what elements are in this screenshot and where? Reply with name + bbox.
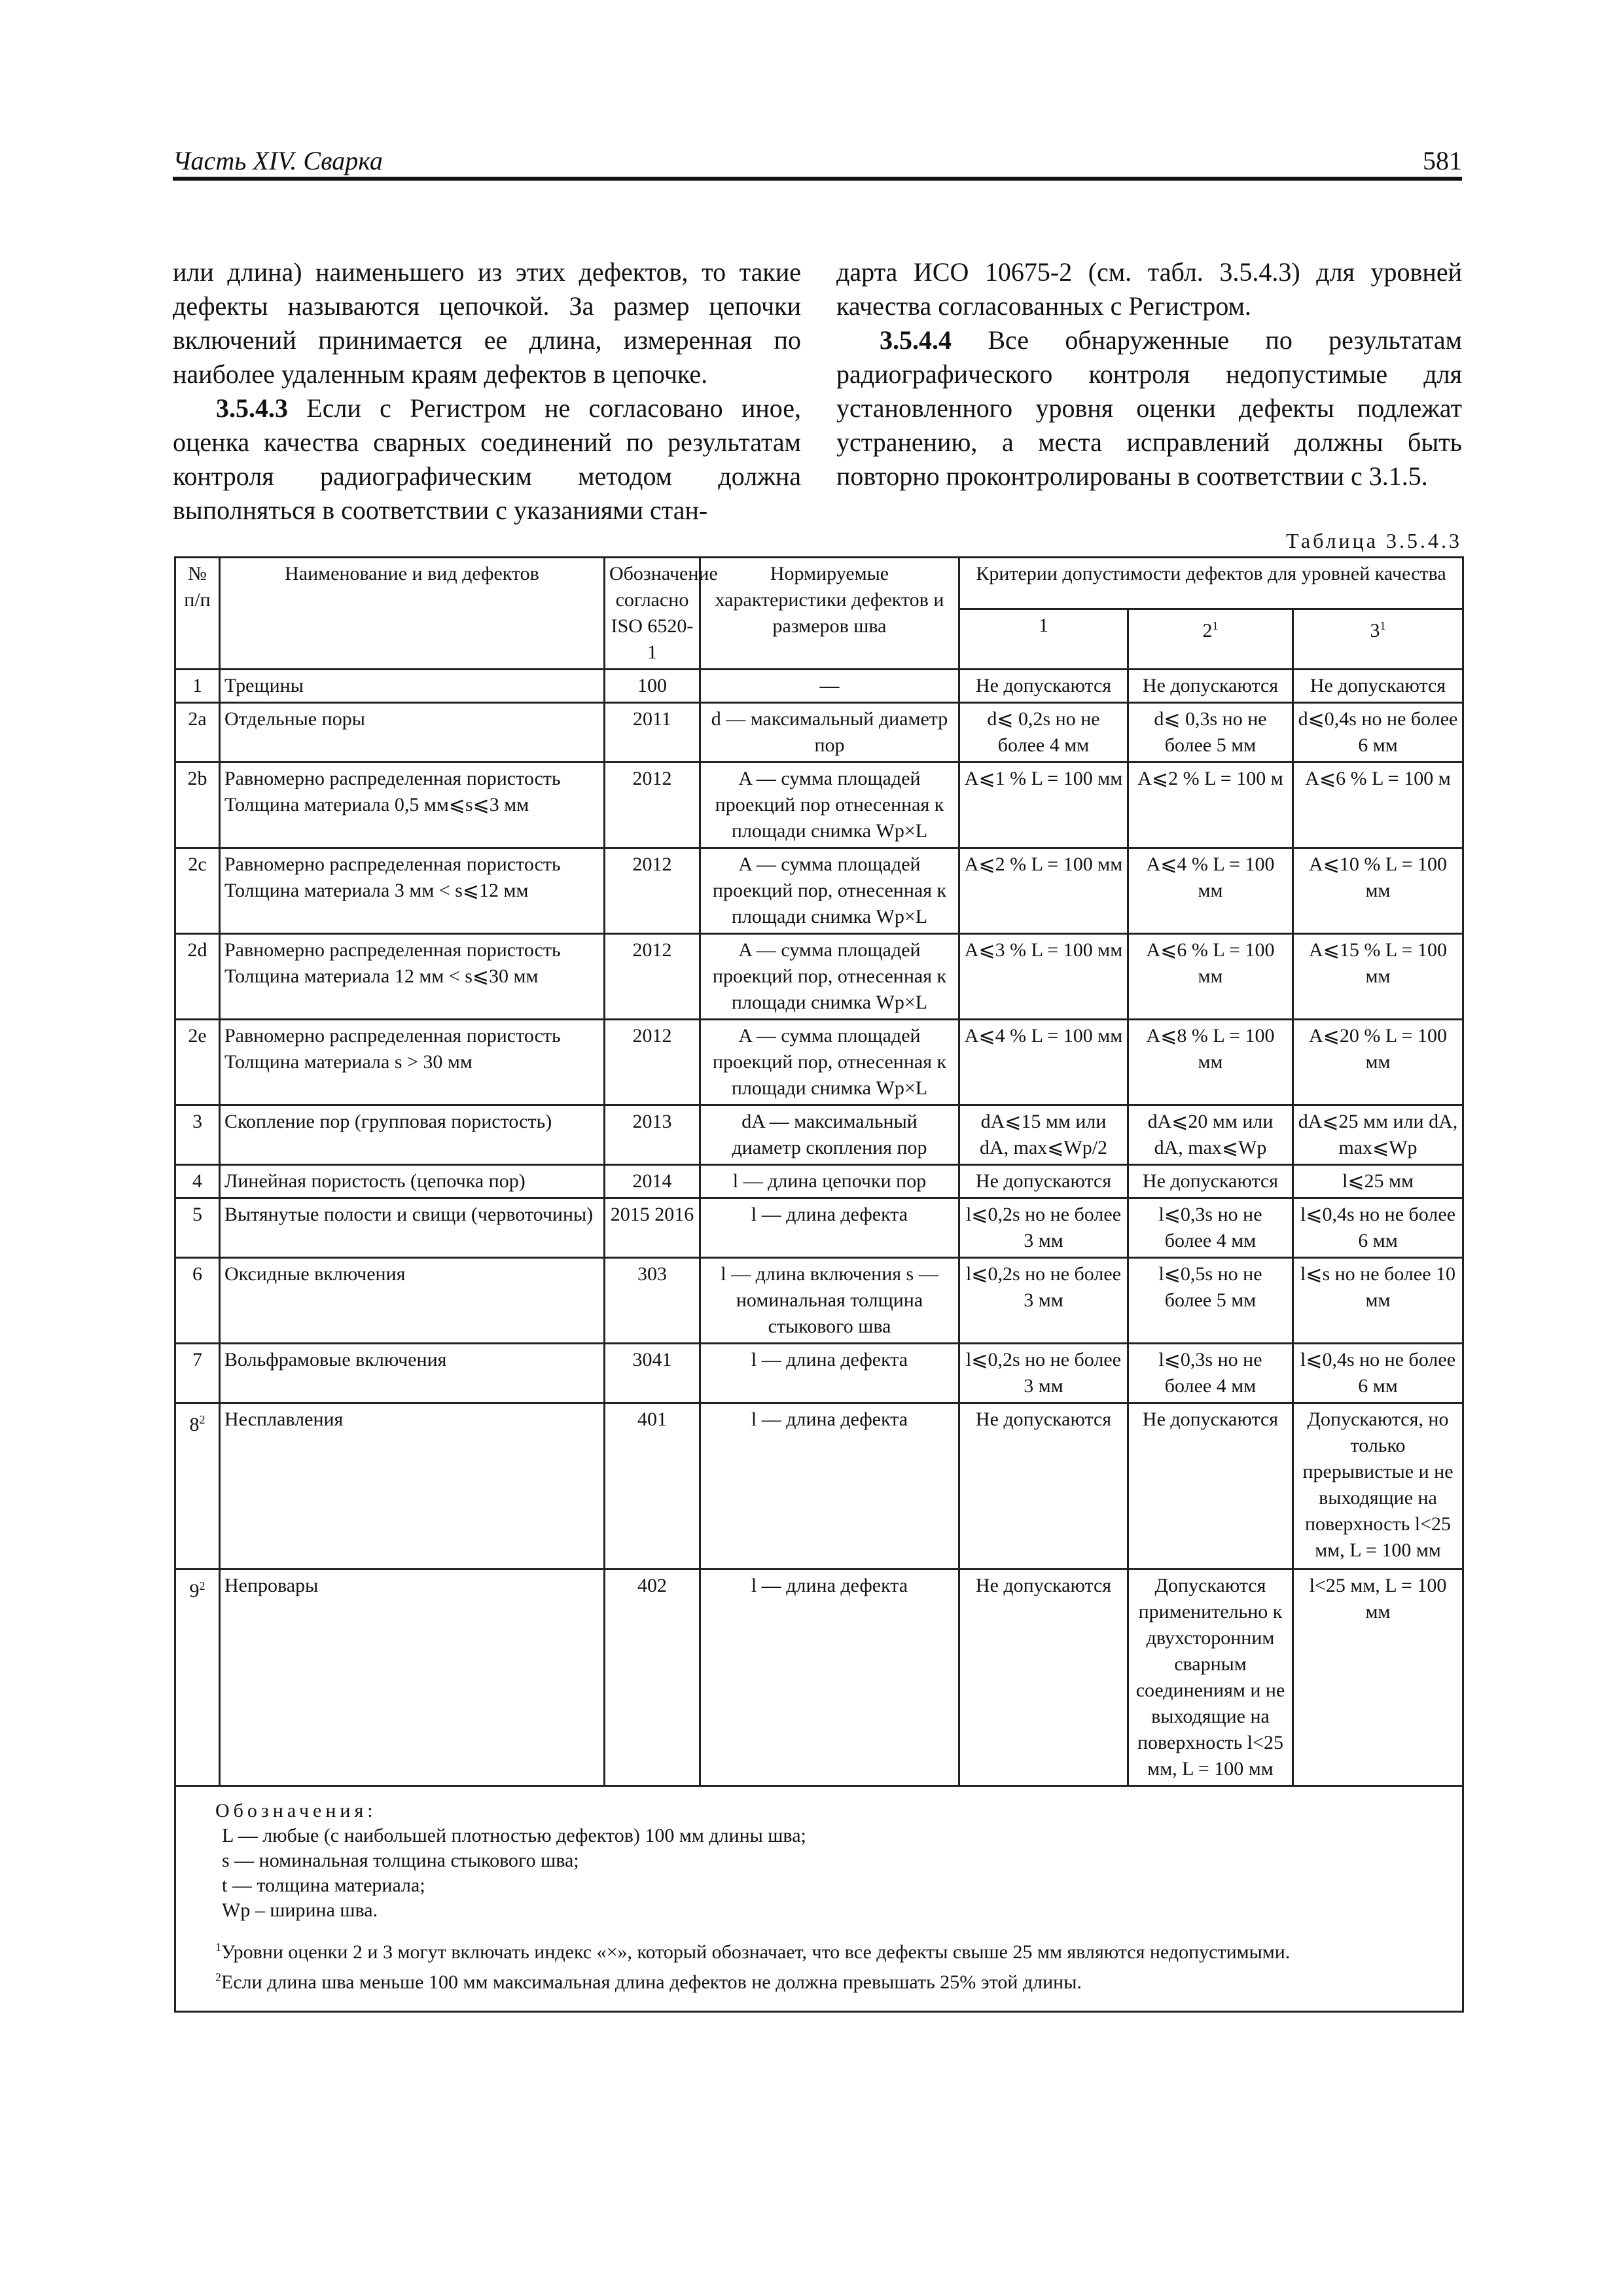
row-number: 2c [175,848,220,934]
level-1-criterion: Не допускаются [959,1165,1128,1198]
characteristic: l — длина включения s — номинальная толщина стыкового шва [700,1258,959,1344]
level-3-criterion: l<25 мм, L = 100 мм [1293,1570,1463,1786]
table-row [175,1570,1463,1786]
defect-code: 402 [605,1570,700,1786]
level-1-criterion: l⩽0,2s но не более 3 мм [959,1198,1128,1258]
row-number: 7 [175,1344,220,1403]
table-row [175,1344,1463,1403]
left-paragraph-1: или длина) наименьшего из этих дефектов, то такие дефекты называются цепочкой. За размер цепочки включений принимается ее длина, измеренная по наиболее удаленным краям дефектов в цепочке. [173,257,801,389]
row-number: 6 [175,1258,220,1344]
level-3-criterion: Не допускаются [1293,670,1463,703]
note-s: s — номинальная толщина стыкового шва; [222,1850,579,1871]
characteristic: l — длина цепочки пор [700,1165,959,1198]
footnote-2: $^2$Если длина шва меньше 100 мм максимальная длина дефектов не должна превышать 25% этой длины. [215,1971,1082,1993]
level-1-criterion: A⩽2 % L = 100 мм [959,848,1128,934]
characteristic: A — сумма площадей проекций пор, отнесенная к площади снимка Wp×L [700,934,959,1020]
table-row [175,1403,1463,1570]
header-level-3: $3^1$ [1293,609,1463,670]
note-L: L — любые (с наибольшей плотностью дефектов) 100 мм длины шва; [222,1825,806,1846]
table-row [175,762,1463,848]
row-number: 1 [175,670,220,703]
header-level-1: 1 [959,609,1128,670]
level-3-criterion: d⩽0,4s но не более 6 мм [1293,703,1463,762]
table-header-row [175,558,1463,609]
level-2-criterion: d⩽ 0,3s но не более 5 мм [1128,703,1293,762]
table-row [175,1020,1463,1105]
defect-name: Вольфрамовые включения [220,1344,605,1403]
characteristic: dA — максимальный диаметр скопления пор [700,1105,959,1165]
characteristic: d — максимальный диаметр пор [700,703,959,762]
clause-text: Если с Регистром не согласовано иное, оценка качества сварных соединений по результатам контроля радиографическим методом должна выполняться в соответствии с указаниями стан- [173,393,801,525]
row-number: 3 [175,1105,220,1165]
level-3-criterion: A⩽20 % L = 100 мм [1293,1020,1463,1105]
characteristic: — [700,670,959,703]
header-level-2: $2^1$ [1128,609,1293,670]
level-1-criterion: A⩽1 % L = 100 мм [959,762,1128,848]
row-number: 2b [175,762,220,848]
level-2-criterion: Не допускаются [1128,1165,1293,1198]
clause-number: 3.5.4.4 [880,325,952,355]
table-row [175,934,1463,1020]
row-number: 2d [175,934,220,1020]
level-3-criterion: l⩽25 мм [1293,1165,1463,1198]
characteristic: l — длина дефекта [700,1198,959,1258]
characteristic: A — сумма площадей проекций пор отнесенная к площади снимка Wp×L [700,762,959,848]
row-number: $8^2$ [175,1403,220,1570]
level-2-criterion: Не допускаются [1128,1403,1293,1570]
level-1-criterion: d⩽ 0,2s но не более 4 мм [959,703,1128,762]
right-paragraph-1: дарта ИСО 10675-2 (см. табл. 3.5.4.3) для уровней качества согласованных с Регистром. [836,257,1462,321]
right-column [836,255,1462,493]
level-2-criterion: A⩽4 % L = 100 мм [1128,848,1293,934]
defect-code: 2011 [605,703,700,762]
defect-name: Равномерно распределенная пористость Толщина материала 3 мм < s⩽12 мм [220,848,605,934]
section-title: Часть XIV. Сварка [173,146,383,175]
header-characteristics: Нормируемые характеристики дефектов и размеров шва [700,558,959,670]
header-code: Обозначение согласно ISO 6520-1 [605,558,700,670]
defect-code: 2014 [605,1165,700,1198]
level-3-criterion: l⩽0,4s но не более 6 мм [1293,1198,1463,1258]
table-row [175,1258,1463,1344]
characteristic: l — длина дефекта [700,1403,959,1570]
level-2-criterion: dA⩽20 мм или dA, max⩽Wp [1128,1105,1293,1165]
note-t: t — толщина материала; [222,1874,425,1896]
table-row [175,670,1463,703]
defect-code: 2012 [605,1020,700,1105]
level-3-criterion: Допускаются, но только прерывистые и не выходящие на поверхность l<25 мм, L = 100 мм [1293,1403,1463,1570]
defect-criteria-table [174,556,1464,2013]
level-2-criterion: A⩽8 % L = 100 мм [1128,1020,1293,1105]
table-row [175,1165,1463,1198]
level-1-criterion: Не допускаются [959,1570,1128,1786]
table-caption: Таблица 3.5.4.3 [1286,529,1462,552]
note-Wp: Wp – ширина шва. [222,1899,378,1921]
level-3-criterion: A⩽10 % L = 100 мм [1293,848,1463,934]
page-header [173,145,1462,179]
defect-name: Равномерно распределенная пористость Толщина материала 0,5 мм⩽s⩽3 мм [220,762,605,848]
row-number: 4 [175,1165,220,1198]
row-number: $9^2$ [175,1570,220,1786]
level-1-criterion: A⩽4 % L = 100 мм [959,1020,1128,1105]
level-2-criterion: A⩽6 % L = 100 мм [1128,934,1293,1020]
defect-code: 2015 2016 [605,1198,700,1258]
defect-code: 2012 [605,762,700,848]
level-3-criterion: A⩽6 % L = 100 м [1293,762,1463,848]
table-row [175,848,1463,934]
level-1-criterion: dA⩽15 мм или dA, max⩽Wp/2 [959,1105,1128,1165]
footnote-1: $^1$Уровни оценки 2 и 3 могут включать индекс «×», который обозначает, что все дефекты свыше 25 мм являются недопустимыми. [215,1941,1291,1963]
defect-name: Непровары [220,1570,605,1786]
defect-name: Оксидные включения [220,1258,605,1344]
defect-name: Скопление пор (групповая пористость) [220,1105,605,1165]
defect-code: 303 [605,1258,700,1344]
level-2-criterion: Допускаются применительно к двухсторонним сварным соединениям и не выходящие на поверхность l<25 мм, L = 100 мм [1128,1570,1293,1786]
header-rule [173,177,1462,181]
right-paragraph-2 [836,323,1462,493]
level-2-criterion: l⩽0,5s но не более 5 мм [1128,1258,1293,1344]
level-3-criterion: A⩽15 % L = 100 мм [1293,934,1463,1020]
header-number: № п/п [175,558,220,670]
table-row [175,703,1463,762]
level-3-criterion: l⩽s но не более 10 мм [1293,1258,1463,1344]
characteristic: l — длина дефекта [700,1570,959,1786]
characteristic: A — сумма площадей проекций пор, отнесенная к площади снимка Wp×L [700,1020,959,1105]
level-2-criterion: l⩽0,3s но не более 4 мм [1128,1198,1293,1258]
defect-name: Трещины [220,670,605,703]
level-3-criterion: l⩽0,4s но не более 6 мм [1293,1344,1463,1403]
defect-code: 2013 [605,1105,700,1165]
left-column [173,255,801,528]
level-2-criterion: l⩽0,3s но не более 4 мм [1128,1344,1293,1403]
left-paragraph-2 [173,391,801,528]
level-2-criterion: A⩽2 % L = 100 м [1128,762,1293,848]
level-1-criterion: Не допускаются [959,1403,1128,1570]
defect-code: 2012 [605,848,700,934]
defect-code: 2012 [605,934,700,1020]
characteristic: A — сумма площадей проекций пор, отнесенная к площади снимка Wp×L [700,848,959,934]
row-number: 2e [175,1020,220,1105]
header-criteria: Критерии допустимости дефектов для уровней качества [959,558,1463,609]
characteristic: l — длина дефекта [700,1344,959,1403]
defect-code: 100 [605,670,700,703]
table-row [175,1105,1463,1165]
defect-code: 401 [605,1403,700,1570]
notes-row [175,1786,1463,2012]
defect-name: Равномерно распределенная пористость Толщина материала s > 30 мм [220,1020,605,1105]
level-1-criterion: A⩽3 % L = 100 мм [959,934,1128,1020]
row-number: 5 [175,1198,220,1258]
table-body [175,670,1463,1786]
level-1-criterion: Не допускаются [959,670,1128,703]
clause-text: Все обнаруженные по результатам радиографического контроля недопустимые для установленного уровня оценки дефекты подлежат устранению, а места исправлений должны быть повторно проконтролированы в соответствии с 3.1.5. [836,325,1462,491]
level-2-criterion: Не допускаются [1128,670,1293,703]
table-row [175,1198,1463,1258]
defect-name: Равномерно распределенная пористость Толщина материала 12 мм < s⩽30 мм [220,934,605,1020]
defect-name: Несплавления [220,1403,605,1570]
page-number: 581 [1423,146,1462,175]
header-defect-name: Наименование и вид дефектов [220,558,605,670]
level-1-criterion: l⩽0,2s но не более 3 мм [959,1258,1128,1344]
level-3-criterion: dA⩽25 мм или dA, max⩽Wp [1293,1105,1463,1165]
notes-cell [175,1786,1463,2012]
notes-heading: Обозначения: [215,1800,377,1821]
defect-name: Линейная пористость (цепочка пор) [220,1165,605,1198]
defect-code: 3041 [605,1344,700,1403]
row-number: 2a [175,703,220,762]
level-1-criterion: l⩽0,2s но не более 3 мм [959,1344,1128,1403]
defect-name: Вытянутые полости и свищи (червоточины) [220,1198,605,1258]
clause-number: 3.5.4.3 [216,393,288,423]
defect-name: Отдельные поры [220,703,605,762]
